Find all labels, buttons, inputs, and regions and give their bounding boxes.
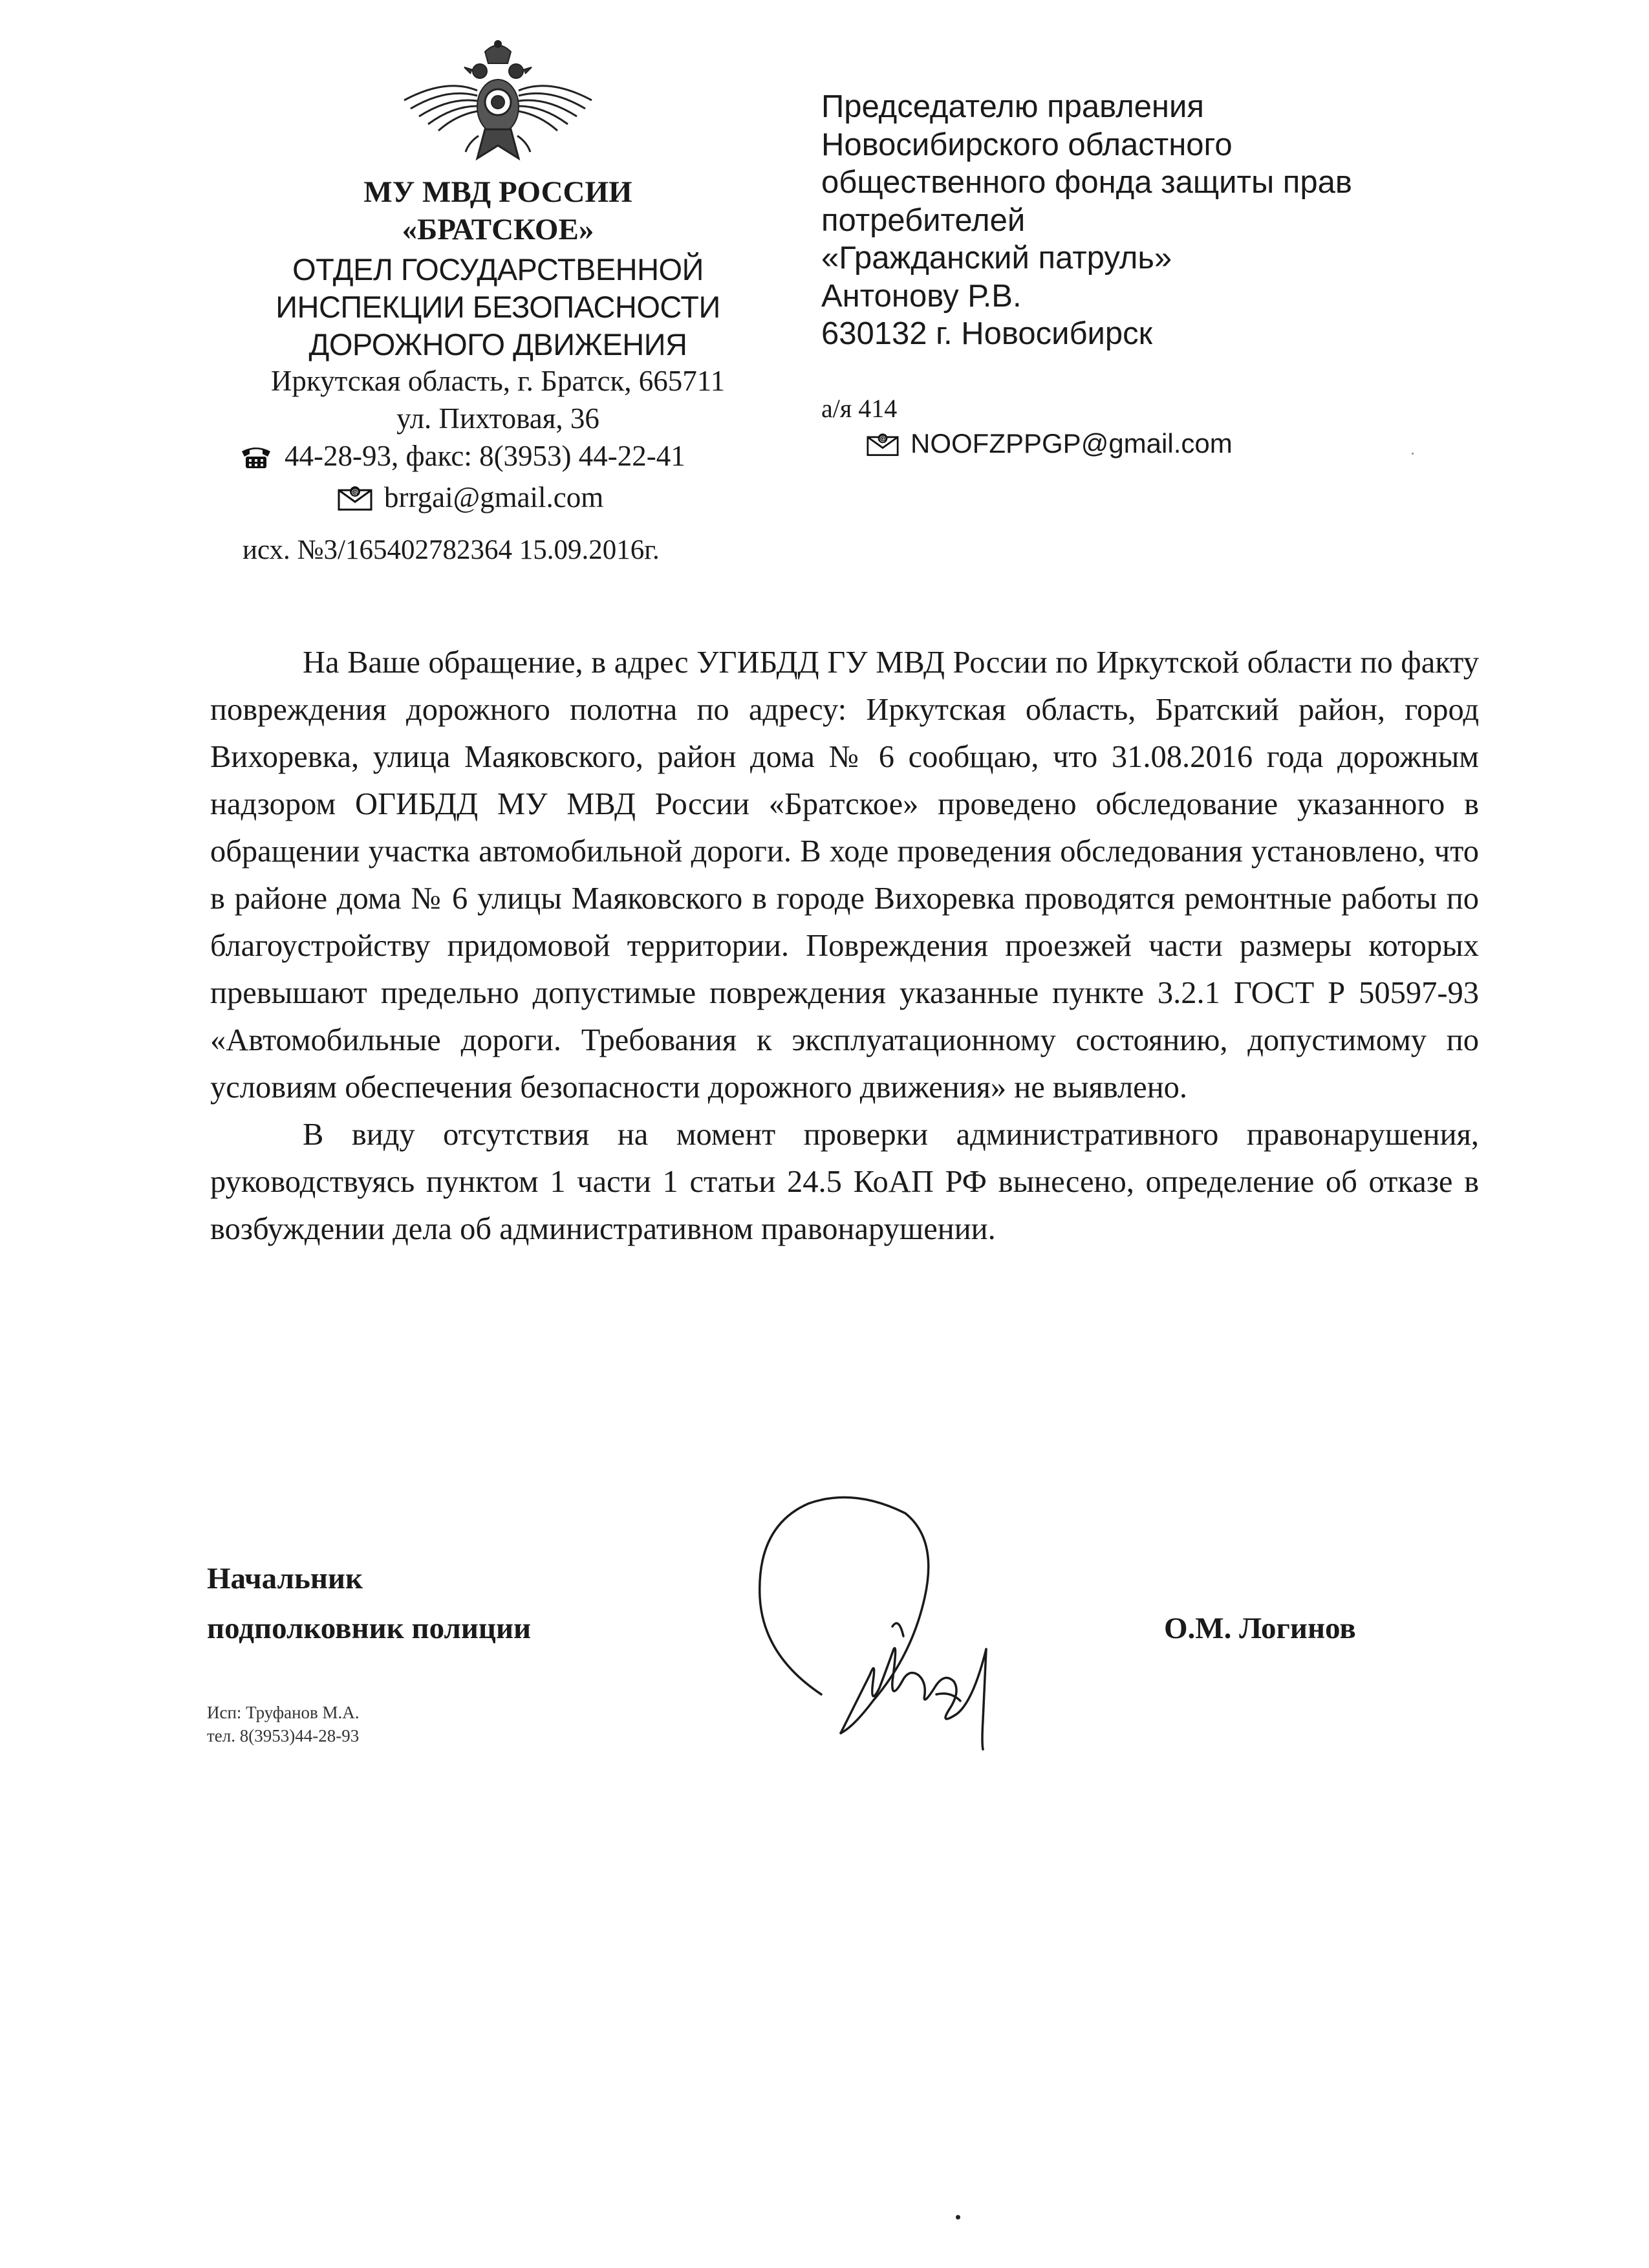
- telephone-icon: [239, 441, 273, 479]
- recipient-line-4: потребителей: [821, 202, 1026, 238]
- scan-speck: [1412, 453, 1414, 455]
- executor-name: Исп: Труфанов М.А.: [207, 1703, 360, 1722]
- sender-organization: [194, 173, 802, 248]
- recipient-line-5: «Гражданский патруль»: [821, 241, 1172, 275]
- recipient-email: NOOFZPPGP@gmail.com: [911, 428, 1233, 459]
- recipient-line-3: общественного фонда защиты прав: [821, 165, 1352, 200]
- sender-email: brrgai@gmail.com: [384, 481, 604, 513]
- recipient-line-1: Председателю правления: [821, 89, 1204, 124]
- sender-address-line-2: ул. Пихтовая, 36: [396, 402, 599, 435]
- sender-department: [194, 251, 802, 363]
- recipient-email-line: [867, 428, 1233, 463]
- envelope-icon: [338, 482, 372, 520]
- org-line-2: «БРАТСКОЕ»: [402, 213, 594, 246]
- signatory-position: Начальник: [207, 1562, 363, 1595]
- sender-block: [194, 39, 802, 168]
- dept-line-2: ИНСПЕКЦИИ БЕЗОПАСНОСТИ: [275, 290, 720, 324]
- envelope-icon: [867, 432, 899, 463]
- svg-text:@: @: [879, 435, 887, 443]
- recipient-line-6: Антонову Р.В.: [821, 278, 1022, 314]
- executor-block: [207, 1701, 360, 1747]
- signatory-name: О.М. Логинов: [1164, 1612, 1356, 1645]
- outgoing-reference: исх. №3/165402782364 15.09.2016г.: [242, 535, 660, 565]
- svg-text:@: @: [351, 488, 359, 496]
- body-paragraph-1: На Ваше обращение, в адрес УГИБДД ГУ МВД России по Иркутской области по факту повреждения дорожного полотна по адресу: Иркутская область, Братский район, город Вихоревка, улица Маяковского, район дома № 6 сообщаю, что 31.08.2016 года дорожным надзором ОГИБДД МУ МВД России «Братское» проведено обследование указанного в обращении участка автомобильной дороги. В ходе проведения обследования установлено, что в районе дома № 6 улицы Маяковского в городе Вихоревка проводятся ремонтные работы по благоустройству придомовой территории. Повреждения проезжей части размеры которых превышают предельно допустимые повреждения указанные пункте 3.2.1 ГОСТ Р 50597-93 «Автомобильные дороги. Требования к эксплуатационному состоянию, допустимому по условиям обеспечения безопасности дорожного движения» не выявлено.: [210, 645, 1479, 1105]
- dept-line-1: ОТДЕЛ ГОСУДАРСТВЕННОЙ: [292, 252, 704, 286]
- sender-phone-line: [239, 437, 685, 479]
- recipient-line-2: Новосибирского областного: [821, 127, 1233, 162]
- sender-address-line-1: Иркутская область, г. Братск, 665711: [270, 365, 726, 397]
- body-paragraph-2: В виду отсутствия на момент проверки административного правонарушения, руководствуясь пунктом 1 части 1 статьи 24.5 КоАП РФ вынесено, определение об отказе в возбуждении дела об административном правонарушении.: [210, 1118, 1479, 1246]
- sender-email-line: [338, 479, 603, 520]
- signatory-rank: подполковник полиции: [207, 1612, 532, 1645]
- scan-dot: [956, 2215, 960, 2219]
- sender-phone: 44-28-93, факс: 8(3953) 44-22-41: [285, 440, 685, 472]
- handwritten-signature: [744, 1487, 1132, 1759]
- executor-phone: тел. 8(3953)44-28-93: [207, 1726, 360, 1745]
- dept-line-3: ДОРОЖНОГО ДВИЖЕНИЯ: [308, 327, 687, 362]
- recipient-po-box: а/я 414: [821, 394, 898, 423]
- double-headed-eagle-emblem-icon: [401, 39, 595, 168]
- org-line-1: МУ МВД РОССИИ: [363, 175, 632, 209]
- recipient-line-7: 630132 г. Новосибирск: [821, 316, 1153, 351]
- letter-body: [210, 639, 1479, 1253]
- recipient-block: [821, 88, 1352, 353]
